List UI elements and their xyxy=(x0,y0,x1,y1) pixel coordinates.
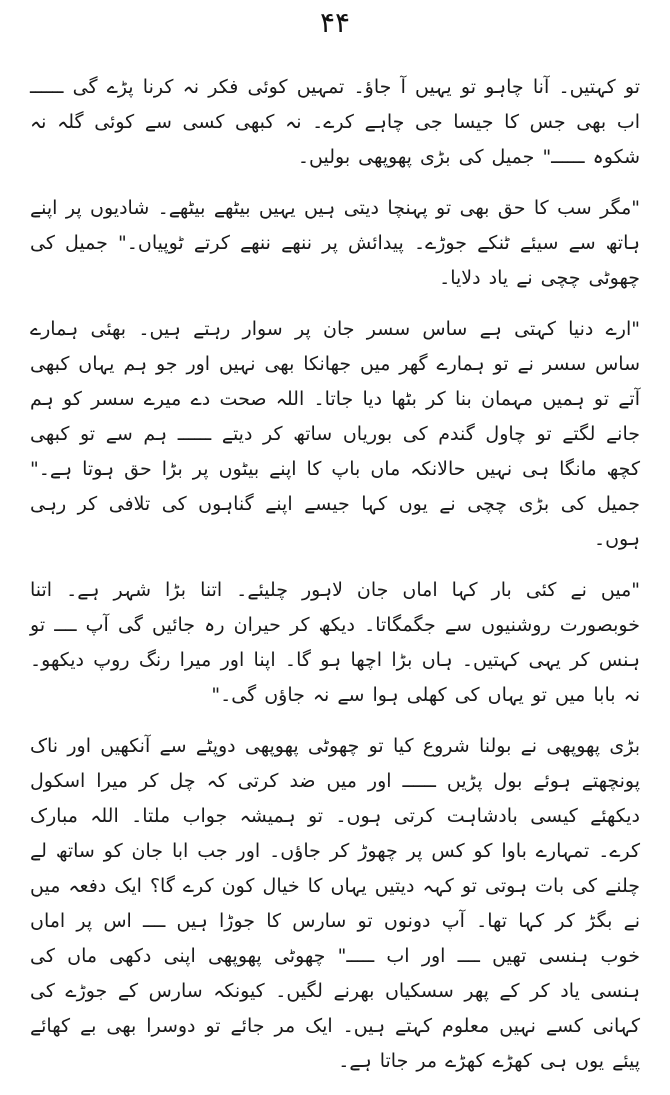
paragraph: تو کہتیں۔ آنا چاہو تو یہیں آ جاؤ۔ تمہیں کوئی فکر نہ کرنا پڑے گی ــــــ اب بھی جس کا جیسا جی چاہے کرے۔ نہ کبھی کسی سے کوئی گلہ نہ شکوہ ــــــ" جمیل کی بڑی پھوپھی بولیں۔ xyxy=(30,76,640,168)
page-number: ۴۴ xyxy=(319,6,351,39)
paragraph: "ارے دنیا کہتی ہے ساس سسر جان پر سوار رہتے ہیں۔ بھئی ہمارے ساس سسر نے تو ہمارے گھر میں جھانکا بھی نہیں اور جو ہم یہاں کبھی آتے تو ہمیں مہمان بنا کر بٹھا دیا جاتا۔ اللہ صحت دے میرے سسر کو ہم جانے لگتے تو چاول گندم کی بوریاں ساتھ کر دیتے ــــــ ہم سے تو کبھی کچھ مانگا ہی نہیں حالانکہ ماں باپ کا اپنے بیٹوں پر بڑا حق ہوتا ہے۔" جمیل کی بڑی چچی نے یوں کہا جیسے اپنے گناہوں کی تلافی کر رہی ہوں۔ xyxy=(30,318,640,550)
paragraph: "مگر سب کا حق بھی تو پہنچا دیتی ہیں یہیں بیٹھے بیٹھے۔ شادیوں پر اپنے ہاتھ سے سیئے ٹنکے جوڑے۔ پیدائش پر ننھے ننھے کرتے ٹوپیاں۔" جمیل کی چھوٹی چچی نے یاد دلایا۔ xyxy=(30,197,640,289)
page-body xyxy=(30,70,640,1095)
paragraph: "میں نے کئی بار کہا اماں جان لاہور چلیئے۔ اتنا بڑا شہر ہے۔ اتنا خوبصورت روشنیوں سے جگمگاتا۔ دیکھ کر حیران رہ جائیں گی آپ ــــ تو ہنس کر یہی کہتیں۔ ہاں بڑا اچھا ہو گا۔ اپنا اور میرا رنگ روپ دیکھو۔ نہ بابا میں تو یہاں کی کھلی ہوا سے نہ جاؤں گی۔" xyxy=(30,579,640,706)
paragraph: بڑی پھوپھی نے بولنا شروع کیا تو چھوٹی پھوپھی دوپٹے سے آنکھیں اور ناک پونچھتے ہوئے بول پڑیں ــــــ اور میں ضد کرتی کہ چل کر میرا اسکول دیکھئے کیسی بادشاہت کرتی ہوں۔ تو ہمیشہ جواب ملتا۔ اللہ مبارک کرے۔ تمہارے باوا کو کس پر چھوڑ کر جاؤں۔ اور جب ابا جان کو ساتھ لے چلنے کی بات ہوتی تو کہہ دیتیں یہاں کا خیال کون کرے گا؟ ایک دفعہ میں نے بگڑ کر کہا تھا۔ آپ دونوں تو سارس کا جوڑا ہیں ــــ اس پر اماں خوب ہنسی تھیں ــــ اور اب ـــــ" چھوٹی پھوپھی اپنی دکھی ماں کی ہنسی یاد کر کے پھر سسکیاں بھرنے لگیں۔ کیونکہ سارس کے جوڑے کی کہانی کسے نہیں معلوم کہتے ہیں۔ ایک مر جائے تو دوسرا بھی بے کھائے پیئے یوں ہی کھڑے کھڑے مر جاتا ہے۔ xyxy=(30,735,640,1072)
